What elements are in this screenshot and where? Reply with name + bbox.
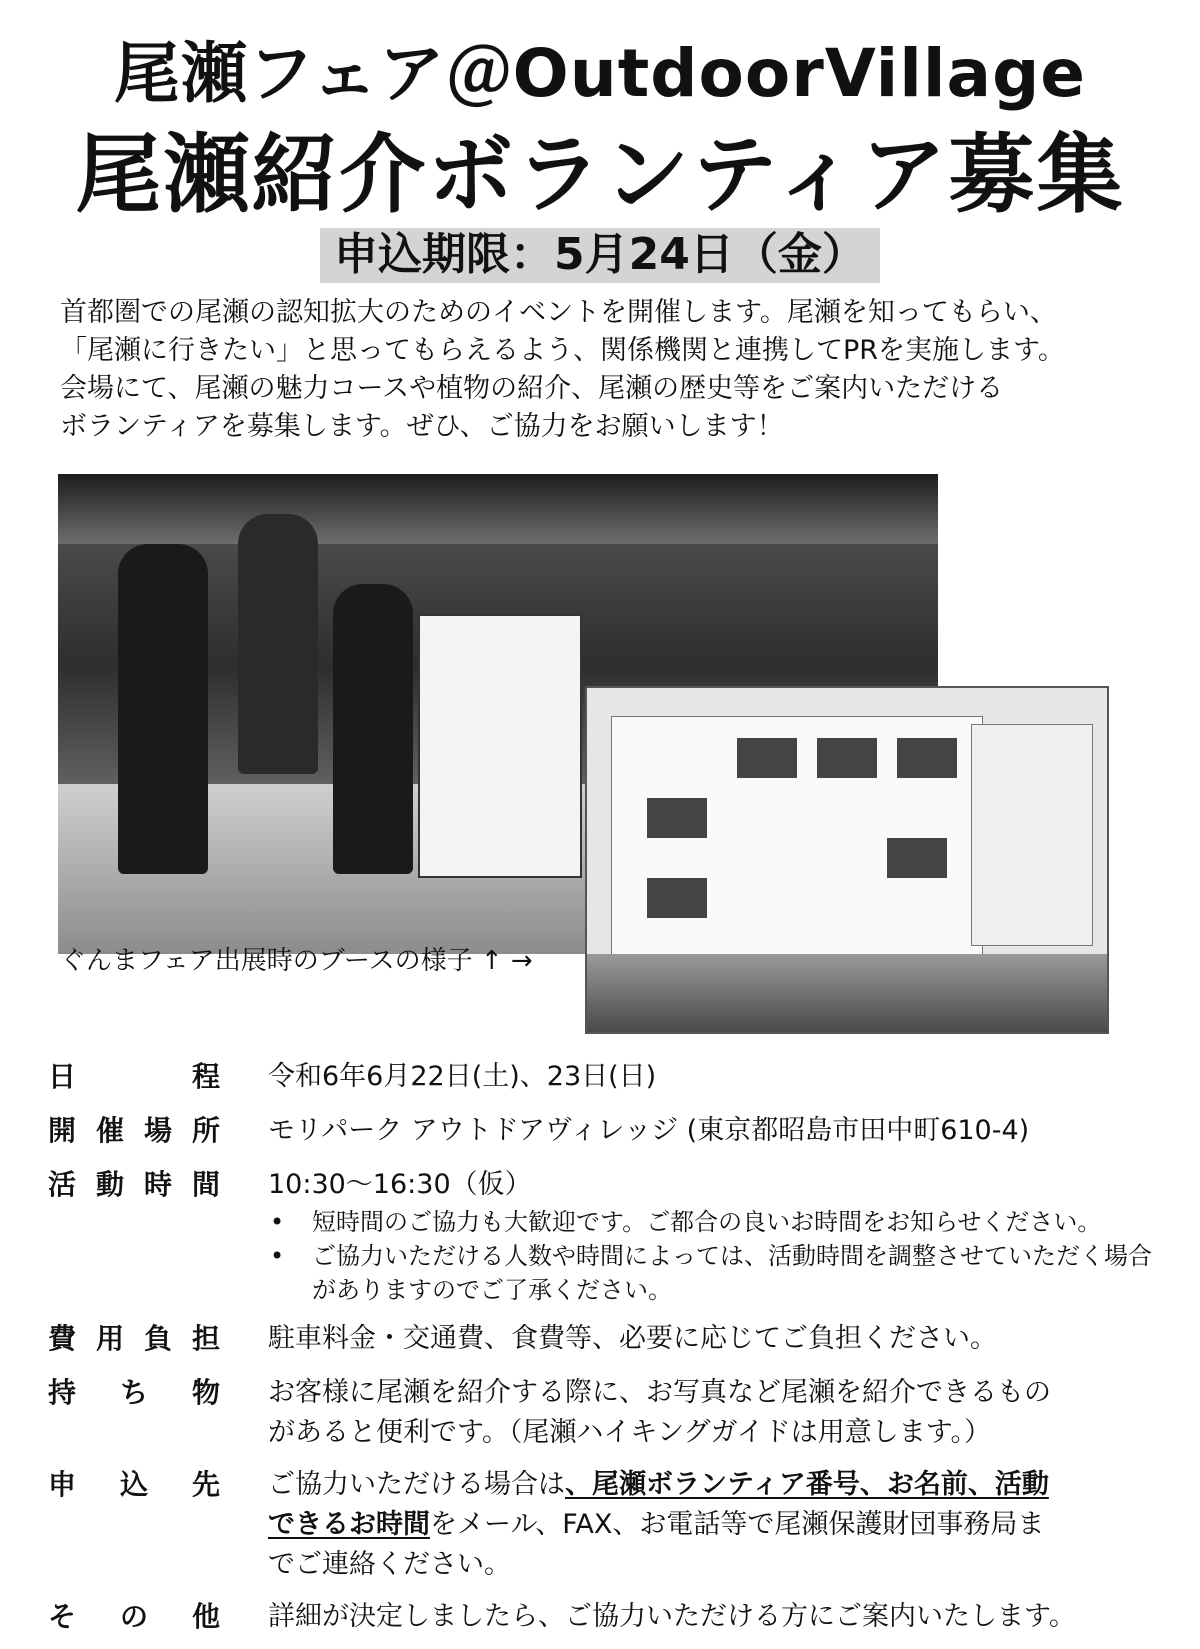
intro-line: ボランティアを募集します。ぜひ、ご協力をお願いします！ <box>60 411 784 442</box>
apply-text: でご連絡ください。 <box>268 1549 511 1580</box>
detail-apply <box>48 1463 1168 1585</box>
detail-value: 10:30～16:30（仮） <box>268 1169 532 1200</box>
intro-line: 首都圏での尾瀬の認知拡大のためのイベントを開催します。尾瀬を知ってもらい、 <box>60 297 1057 328</box>
apply-text: ご協力いただける場合は <box>268 1469 565 1500</box>
detail-label: 申 込 先 <box>48 1468 220 1501</box>
intro-line: 会場にて、尾瀬の魅力コースや植物の紹介、尾瀬の歴史等をご案内いただける <box>60 373 1004 404</box>
detail-hours <box>48 1163 1168 1307</box>
detail-value: 詳細が決定しましたら、ご協力いただける方にご案内いたします。 <box>268 1601 1076 1632</box>
detail-cost <box>48 1317 1168 1361</box>
intro-line: 「尾瀬に行きたい」と思ってもらえるよう、関係機関と連携してPRを実施します。 <box>60 335 1065 366</box>
booth-photo-display <box>585 686 1109 1034</box>
detail-belongings <box>48 1371 1168 1453</box>
detail-value: があると便利です。（尾瀬ハイキングガイドは用意します。） <box>268 1417 992 1448</box>
event-details <box>48 1055 1168 1649</box>
photo-caption: ぐんまフェア出展時のブースの様子 ↑ → <box>60 946 533 976</box>
detail-label: 費 用 負 担 <box>48 1322 220 1355</box>
detail-venue <box>48 1109 1168 1153</box>
hours-notes <box>268 1205 1168 1307</box>
detail-other <box>48 1595 1168 1639</box>
detail-value: お客様に尾瀬を紹介する際に、お写真など尾瀬を紹介できるもの <box>268 1377 1051 1408</box>
detail-value: 令和6年6月22日(土)、23日(日) <box>268 1061 657 1092</box>
detail-label: そ の 他 <box>48 1600 220 1633</box>
detail-schedule <box>48 1055 1168 1099</box>
detail-label: 持 ち 物 <box>48 1376 220 1409</box>
apply-required-items: できるお時間 <box>268 1509 430 1540</box>
hours-note: • ご協力いただける人数や時間によっては、活動時間を調整させていただく場合がありますのでご了承ください。 <box>268 1239 1168 1307</box>
hours-note: • 短時間のご協力も大歓迎です。ご都合の良いお時間をお知らせください。 <box>268 1205 1168 1239</box>
application-deadline: 申込期限：5月24日（金） <box>320 228 880 283</box>
recruitment-title: 尾瀬紹介ボランティア募集 <box>75 125 1125 225</box>
detail-value: モリパーク アウトドアヴィレッジ (東京都昭島市田中町610-4) <box>268 1115 1030 1146</box>
apply-required-items: 、尾瀬ボランティア番号、お名前、活動 <box>565 1469 1049 1500</box>
detail-label: 活 動 時 間 <box>48 1168 220 1201</box>
detail-label: 開 催 場 所 <box>48 1114 220 1147</box>
detail-label: 日 程 <box>48 1060 220 1093</box>
detail-value: 駐車料金・交通費、食費等、必要に応じてご負担ください。 <box>268 1323 997 1354</box>
intro-text <box>60 294 1150 446</box>
apply-text: をメール、FAX、お電話等で尾瀬保護財団事務局ま <box>430 1509 1045 1540</box>
event-title: 尾瀬フェア＠OutdoorVillage <box>113 35 1087 112</box>
